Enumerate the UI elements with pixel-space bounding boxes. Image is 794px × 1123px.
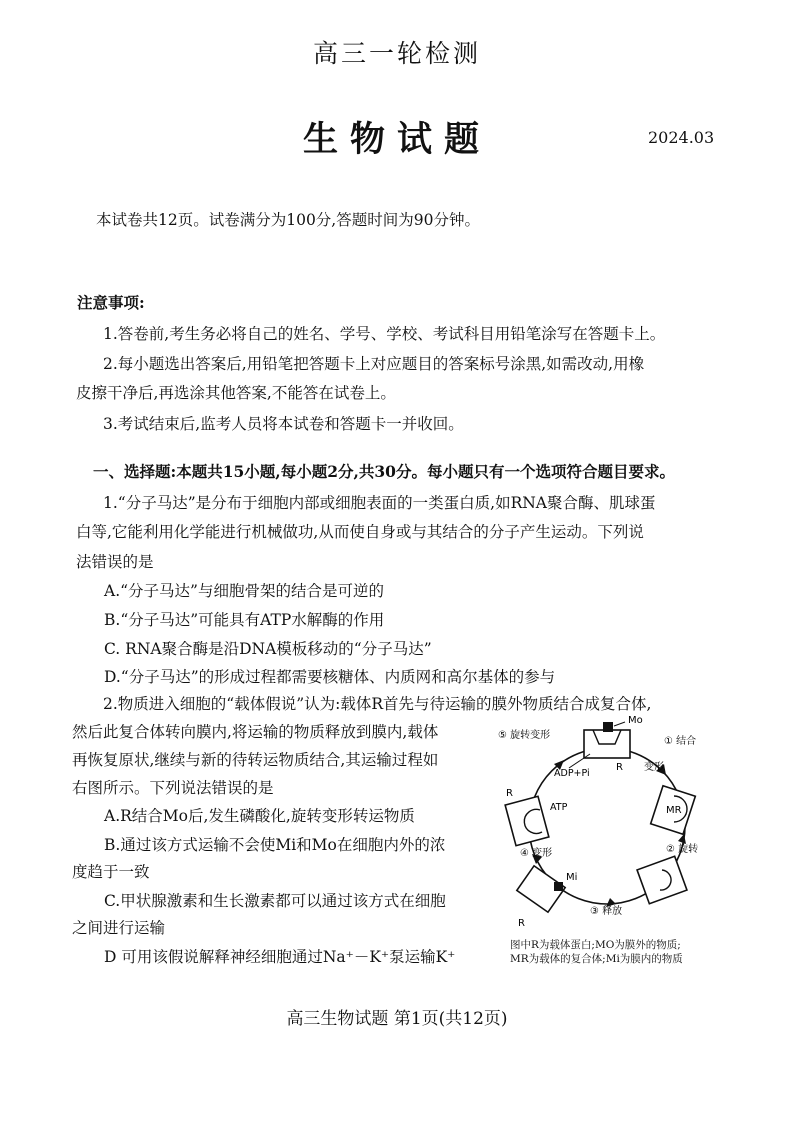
figure-caption-line-1: 图中R为载体蛋白;MO为膜外的物质; (510, 939, 681, 951)
exam-series-title: 高三一轮检测 (312, 39, 481, 68)
q2-option-a: A.R结合Mo后,发生磷酸化,旋转变形转运物质 (104, 807, 415, 825)
q2-stem-line-1: 2.物质进入细胞的“载体假说”认为:载体R首先与待运输的膜外物质结合成复合体, (103, 695, 652, 713)
mi-label: Mi (566, 872, 578, 883)
step5-label: ⑤ 旋转变形 (498, 730, 551, 741)
section-1-title: 一、选择题:本题共15小题,每小题2分,共30分。每小题只有一个选项符合题目要求。 (93, 462, 675, 481)
q2-option-c: C.甲状腺激素和生长激素都可以通过该方式在细胞 (104, 892, 446, 910)
q1-option-d: D.“分子马达”的形成过程都需要核糖体、内质网和高尔基体的参与 (104, 668, 556, 686)
figure-caption-line-2: MR为载体的复合体;Mi为膜内的物质 (510, 953, 683, 965)
notice-title: 注意事项: (77, 293, 145, 312)
q2-option-d: D 可用该假说解释神经细胞通过Na⁺－K⁺泵运输K⁺ (104, 948, 456, 966)
notice-item-3: 3.考试结束后,监考人员将本试卷和答题卡一并收回。 (103, 415, 464, 433)
step4-label: ④ 变形 (520, 848, 553, 859)
q1-option-b: B.“分子马达”可能具有ATP水解酶的作用 (104, 611, 385, 629)
q1-option-a: A.“分子马达”与细胞骨架的结合是可逆的 (104, 582, 384, 600)
q2-option-b-cont: 度趋于一致 (72, 863, 150, 881)
mo-label: Mo (628, 715, 643, 726)
exam-subject-title: 生物试题 (302, 119, 491, 160)
intro-text: 本试卷共12页。试卷满分为100分,答题时间为90分钟。 (96, 211, 480, 229)
carrier-mi (517, 866, 565, 912)
q1-stem-line-1: 1.“分子马达”是分布于细胞内部或细胞表面的一类蛋白质,如RNA聚合酶、肌球蛋 (103, 494, 656, 512)
deform-label: 变形 (644, 762, 664, 773)
mr-label: MR (666, 805, 682, 816)
notice-item-1: 1.答卷前,考生务必将自己的姓名、学号、学校、考试科目用铅笔涂写在答题卡上。 (103, 325, 666, 343)
r-label-top: R (616, 762, 623, 773)
q2-stem-line-4: 右图所示。下列说法错误的是 (72, 779, 274, 797)
q2-stem-line-3: 再恢复原状,继续与新的待转运物质结合,其运输过程如 (72, 751, 439, 769)
q1-stem-line-3: 法错误的是 (76, 553, 154, 571)
r-label-left: R (506, 788, 513, 799)
notice-item-2: 2.每小题选出答案后,用铅笔把答题卡上对应题目的答案标号涂黑,如需改动,用橡 (103, 355, 645, 373)
carrier-cycle-diagram (496, 714, 718, 936)
q1-option-c: C. RNA聚合酶是沿DNA模板移动的“分子马达” (104, 640, 432, 658)
carrier-left (505, 796, 549, 845)
adp-label: ADP+Pi (554, 768, 590, 779)
q2-stem-line-2: 然后此复合体转向膜内,将运输的物质释放到膜内,载体 (72, 723, 439, 741)
q2-option-c-cont: 之间进行运输 (72, 919, 166, 937)
r-label-bottom: R (518, 918, 525, 929)
step1-label: ① 结合 (664, 736, 697, 747)
page-footer: 高三生物试题 第1页(共12页) (286, 1009, 508, 1029)
step3-label: ③ 释放 (590, 906, 623, 917)
atp-label: ATP (550, 802, 568, 813)
exam-date: 2024.03 (648, 128, 715, 147)
step2-label: ② 旋转 (666, 844, 699, 855)
carrier-right-bottom (637, 856, 687, 904)
q1-stem-line-2: 白等,它能利用化学能进行机械做功,从而使自身或与其结合的分子产生运动。下列说 (76, 523, 644, 541)
carrier-top (584, 722, 630, 758)
notice-item-2-cont: 皮擦干净后,再选涂其他答案,不能答在试卷上。 (76, 384, 396, 402)
q2-option-b: B.通过该方式运输不会使Mi和Mo在细胞内外的浓 (104, 836, 446, 854)
